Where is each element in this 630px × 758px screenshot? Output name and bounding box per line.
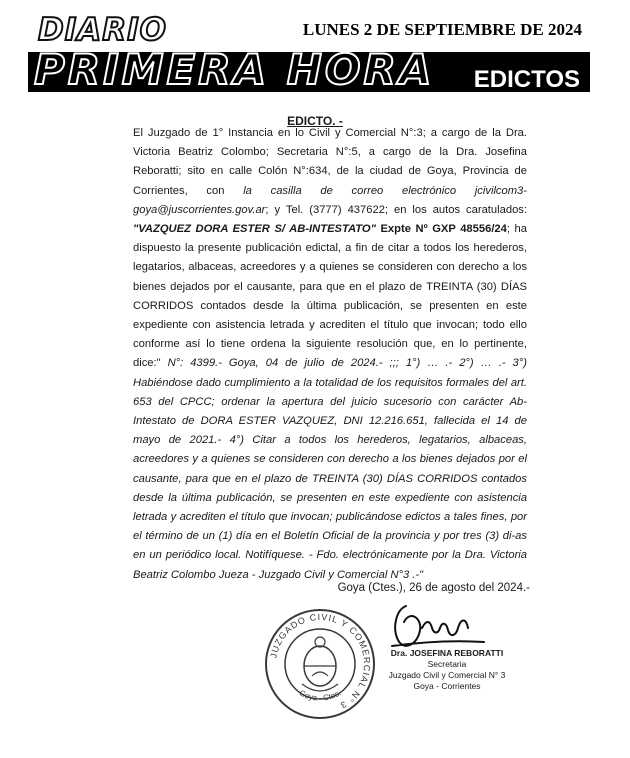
resolution-text: N°: 4399.- Goya, 04 de julio de 2024.- ;;; 1°) … .- 2°) … .- 3°) Habiéndose dado cumplimiento a la totalidad de los requisitos formales del art. 653 del CPCC; ordenar la apertura del juicio sucesorio con carácter Ab-Intestato de DORA ESTER VAZQUEZ, DNI 12.216.651, fallecida el 14 de mayo de 2021.- 4°) Citar a todos los herederos, legatarios, albaceas, acreedores y a quienes se consideren con derecho a los bienes dejados por el causante, para que en el plazo de TREINTA (30) DÍAS CORRIDOS contados desde la última publicación, se presenten en este expediente con asistencia letrada y acrediten el título que invocan; publicándose edictos a tales fines, por el término de un (1) día en el Boletín Oficial de la provincia y por tres (3) di-as en un periódico local. Notifíquese. - Fdo. electrónicamente por la Dra. Victoria Beatriz Colombo Jueza - Juzgado Civil y Comercial N°3 .-" bbox=[133, 357, 527, 581]
logo-diario: DIARIO bbox=[38, 12, 168, 48]
seal-ring-text: JUZGADO CIVIL Y COMERCIAL N° 3 bbox=[268, 611, 373, 711]
logo-primera-hora: PRIMERA HORA bbox=[34, 45, 435, 94]
edict-body bbox=[133, 124, 527, 585]
edict-title: EDICTO. - bbox=[287, 114, 343, 128]
masthead-band bbox=[28, 45, 590, 94]
issue-date: LUNES 2 DE SEPTIEMBRE DE 2024 bbox=[302, 20, 582, 39]
seal-bottom-text: Goya - Ctes. bbox=[297, 688, 343, 703]
case-number: Expte Nº GXP 48556/24 bbox=[375, 223, 507, 236]
signer-name: Dra. JOSEFINA REBORATTI bbox=[390, 648, 504, 658]
signer-court: Juzgado Civil y Comercial N° 3 bbox=[388, 670, 506, 680]
edict-text-3: ; ha dispuesto la presente publicación edictal, a fin de citar a todos los herederos, legatarios, albaceas, acreedores y a quienes se consideren con derecho a los bienes dejados por el causante, para que en el plazo de TREINTA (30) DÍAS CORRIDOS contados desde la última publicación, se presenten en este expediente con asistencia letrada y acrediten el título que invocan; todo ello conforme así lo tiene ordena la siguiente resolución que, en lo pertinente, dice:" bbox=[133, 223, 527, 370]
dateline: Goya (Ctes.), 26 de agosto del 2024.- bbox=[337, 582, 530, 594]
court-seal-icon bbox=[262, 606, 378, 722]
edict-text-2: ; y Tel. (3777) 437622; en los autos caratulados: bbox=[265, 203, 527, 216]
section-title: EDICTOS bbox=[473, 66, 580, 93]
signature-block bbox=[372, 648, 522, 692]
case-name: "VAZQUEZ DORA ESTER S/ AB-INTESTATO" bbox=[133, 223, 376, 236]
signer-role: Secretaria bbox=[427, 659, 467, 669]
edict-email: la casilla de correo electrónico jcivilcom3-goya@juscorrientes.gov.ar bbox=[133, 184, 528, 216]
signer-city: Goya - Corrientes bbox=[413, 681, 481, 691]
edict-text-1: El Juzgado de 1° Instancia en lo Civil y Comercial N°:3; a cargo de la Dra. Victoria Beatriz Colombo; Secretaria N°:5, a cargo de la Dra. Josefina Reboratti; sito en calle Colón N°:634, de la ciudad de Goya, Provincia de Corrientes, con bbox=[133, 127, 527, 197]
